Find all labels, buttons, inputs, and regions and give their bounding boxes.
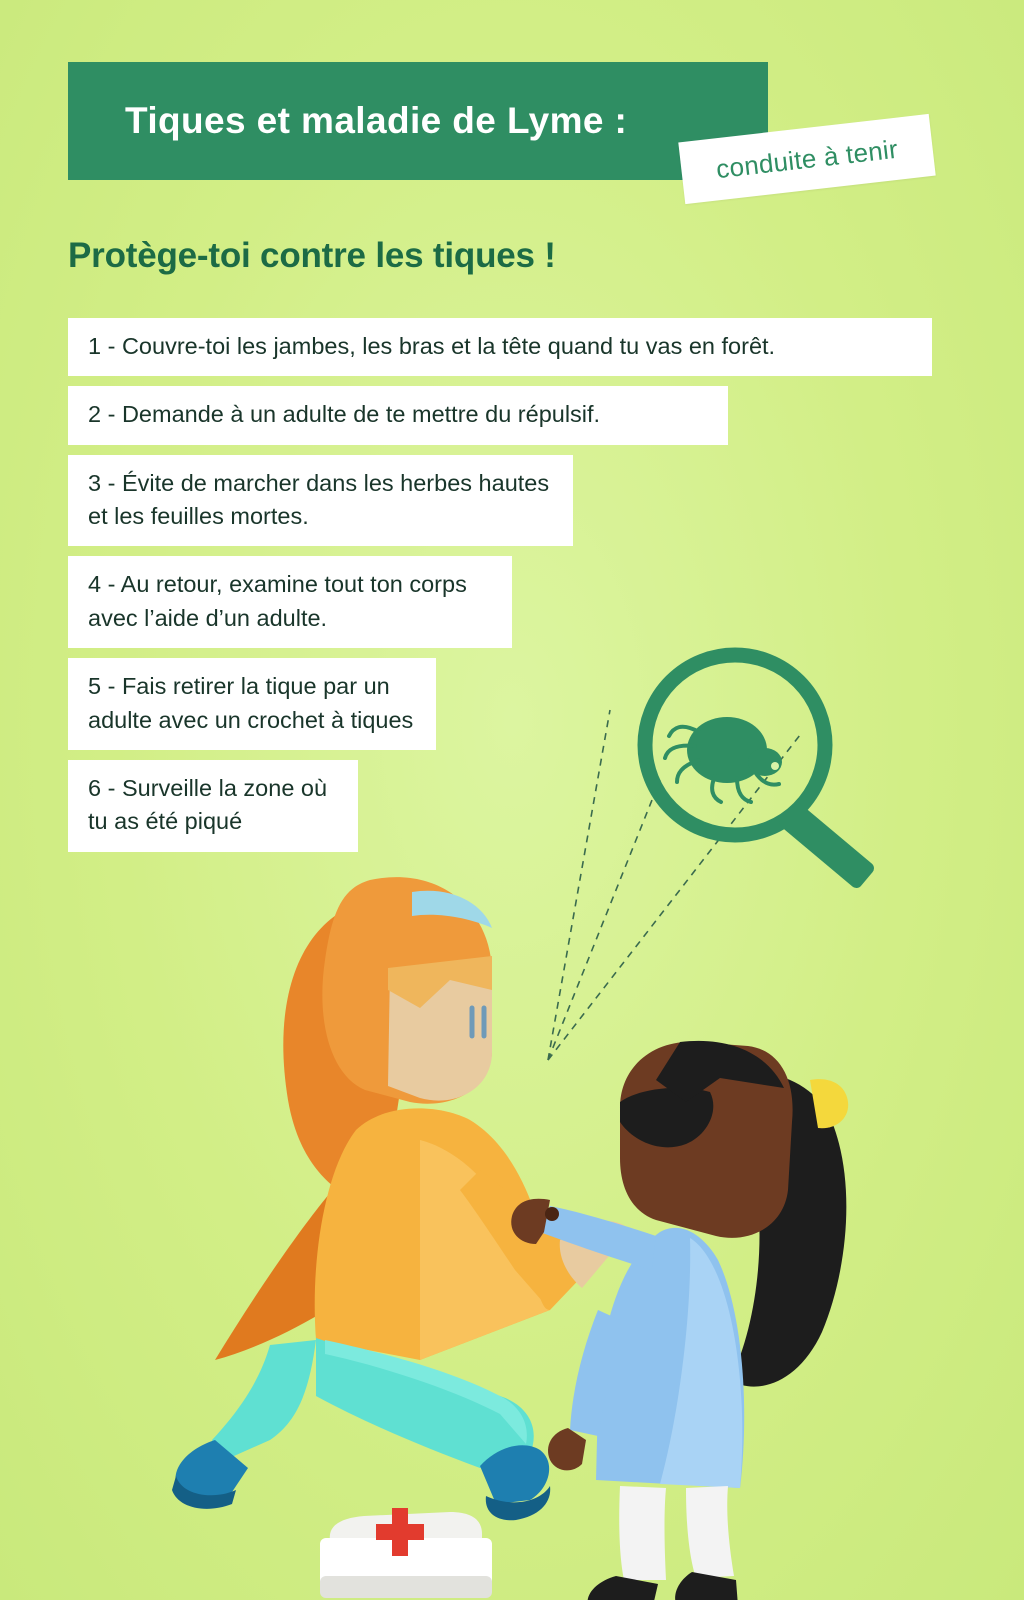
step-row <box>68 455 948 557</box>
list-item: 6 - Surveille la zone où tu as été piqué <box>68 760 358 852</box>
adult-examining-child-illustration <box>120 840 950 1600</box>
list-item: 2 - Demande à un adulte de te mettre du répulsif. <box>68 386 728 444</box>
step-row <box>68 386 948 454</box>
list-item: 3 - Évite de marcher dans les herbes hautes et les feuilles mortes. <box>68 455 573 547</box>
title-banner <box>68 62 768 180</box>
subtitle-text: conduite à tenir <box>714 133 900 184</box>
step-row <box>68 318 948 386</box>
list-item: 4 - Au retour, examine tout ton corps avec l’aide d’un adulte. <box>68 556 512 648</box>
magnifier-label <box>0 0 1 1</box>
first-aid-kit <box>320 1508 492 1598</box>
section-heading: Protège-toi contre les tiques ! <box>68 236 556 275</box>
list-item: 1 - Couvre-toi les jambes, les bras et la tête quand tu vas en forêt. <box>68 318 932 376</box>
first-aid-kit-label <box>0 0 1 1</box>
list-item: 5 - Fais retirer la tique par un adulte avec un crochet à tiques <box>68 658 436 750</box>
scene-label <box>0 0 1 1</box>
page-title: Tiques et maladie de Lyme : <box>125 100 628 141</box>
